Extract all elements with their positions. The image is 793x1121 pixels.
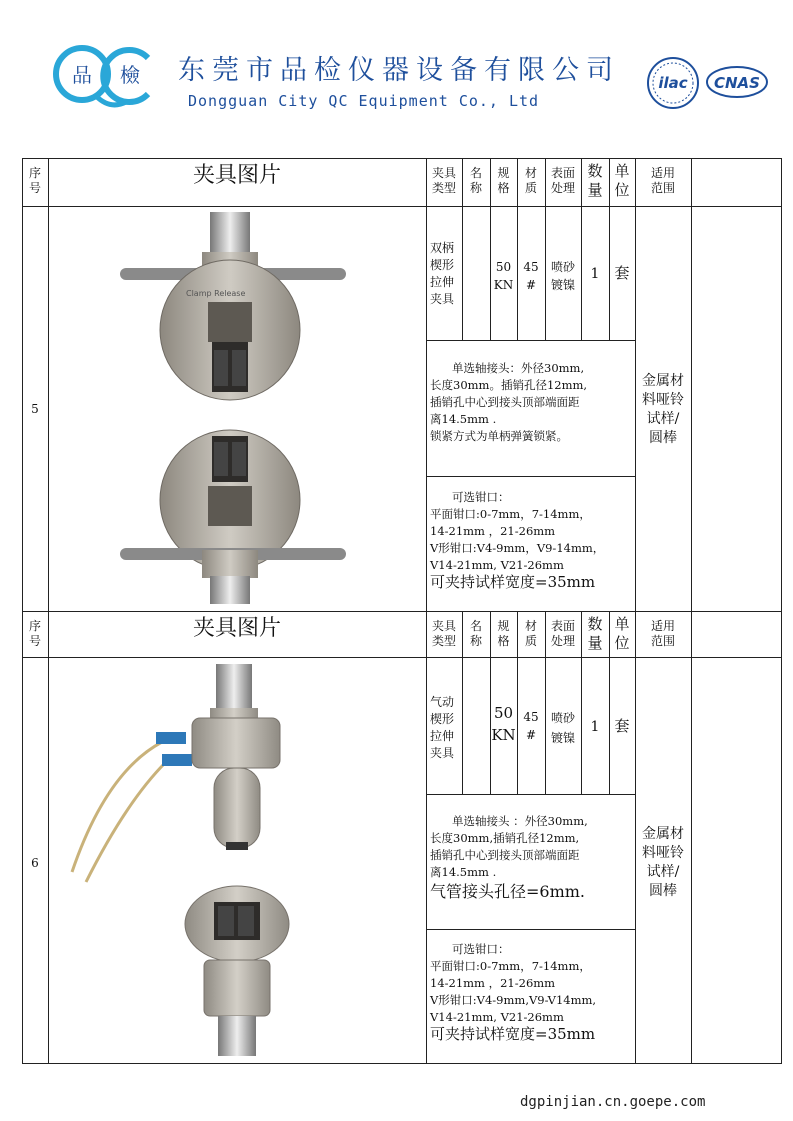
header-name: 名 称	[469, 166, 482, 195]
fixture-spec: 50 KN	[493, 260, 514, 292]
header-scope: 适用 范围	[650, 619, 675, 648]
connector-description: 单选轴接头：外径30mm, 长度30mm。插销孔径12mm, 插销孔中心到接头顶部端面距 离14.5mm . 锁紧方式为单柄弹簧锁紧。	[430, 361, 588, 443]
header-type: 夹具 类型	[431, 166, 456, 195]
fixture-qty: 1	[590, 266, 600, 282]
svg-text:Clamp Release: Clamp Release	[186, 289, 246, 298]
air-hole-note: 气管接头孔径=6mm.	[430, 882, 586, 901]
header-spec: 规 格	[497, 166, 510, 195]
header-spec: 规 格	[497, 619, 510, 648]
header-unit: 单 位	[614, 162, 630, 199]
header-name: 名 称	[469, 619, 482, 648]
logo-char-left: 品	[72, 63, 92, 87]
fixture-photo-pneumatic	[66, 662, 396, 1058]
connector-description: 单选轴接头 ：外径30mm, 长度30mm,插销孔径12mm, 插销孔中心到接头顶部端面距 离14.5mm . 气管接头孔径=6mm.	[430, 814, 588, 901]
footer-url: dgpinjian.cn.goepe.com	[520, 1094, 706, 1110]
fixture-type: 气动 楔形 拉伸 夹具	[430, 695, 455, 760]
fixture-scope: 金属材 料哑铃 试样/ 圆棒	[642, 826, 684, 899]
header-photo: 夹具图片	[192, 163, 281, 188]
row-seq: 6	[31, 856, 39, 870]
fixture-material: 45 #	[523, 260, 539, 292]
fixture-spec: 50 KN	[491, 704, 516, 744]
header-material: 材 质	[524, 166, 537, 195]
ilac-text: ilac	[658, 74, 688, 92]
cnas-text: CNAS	[714, 74, 760, 92]
header-seq: 序 号	[28, 166, 41, 195]
fixture-scope: 金属材 料哑铃 试样/ 圆棒	[642, 373, 684, 446]
fixture-surface: 喷砂 镀镍	[550, 711, 575, 745]
fixture-unit: 套	[614, 264, 630, 282]
ilac-badge	[646, 56, 700, 110]
header-type: 夹具 类型	[431, 619, 456, 648]
company-name-cn: 东莞市品检仪器设备有限公司	[178, 55, 620, 86]
jaw-options: 可选钳口： 平面钳口:0-7mm，7-14mm， 14-21mm ，21-26mm V形钳口:V4-9mm，V9-14mm， V14-21mm, V21-26mm 可夹持试样宽度=35mm	[430, 490, 605, 591]
header-surface: 表面 处理	[550, 619, 575, 648]
jaw-options: 可选钳口： 平面钳口:0-7mm，7-14mm， 14-21mm ，21-26mm V形钳口:V4-9mm,V9-V14mm, V14-21mm, V21-26mm 可夹持试样宽度=35mm	[430, 942, 597, 1043]
header-unit: 单 位	[614, 615, 630, 652]
cnas-badge	[706, 62, 768, 102]
logo-char-right: 檢	[120, 63, 140, 87]
header-material: 材 质	[524, 619, 537, 648]
fixture-photo-dual-handle	[100, 210, 390, 606]
header-photo: 夹具图片	[192, 616, 281, 641]
header-scope: 适用 范围	[650, 166, 675, 195]
header-qty: 数 量	[587, 615, 603, 652]
row-seq: 5	[31, 402, 39, 416]
fixture-type: 双柄 楔形 拉伸 夹具	[430, 241, 455, 306]
header-seq: 序 号	[28, 619, 41, 648]
max-width-note: 可夹持试样宽度=35mm	[430, 573, 596, 591]
company-logo	[52, 40, 156, 112]
header-surface: 表面 处理	[550, 166, 575, 195]
fixture-surface: 喷砂 镀镍	[550, 260, 575, 292]
header-qty: 数 量	[587, 162, 603, 199]
company-name-en: Dongguan City QC Equipment Co., Ltd	[188, 92, 540, 110]
fixture-material: 45 #	[523, 710, 539, 742]
max-width-note: 可夹持试样宽度=35mm	[430, 1025, 596, 1043]
fixture-unit: 套	[614, 717, 630, 735]
fixture-qty: 1	[590, 719, 600, 735]
